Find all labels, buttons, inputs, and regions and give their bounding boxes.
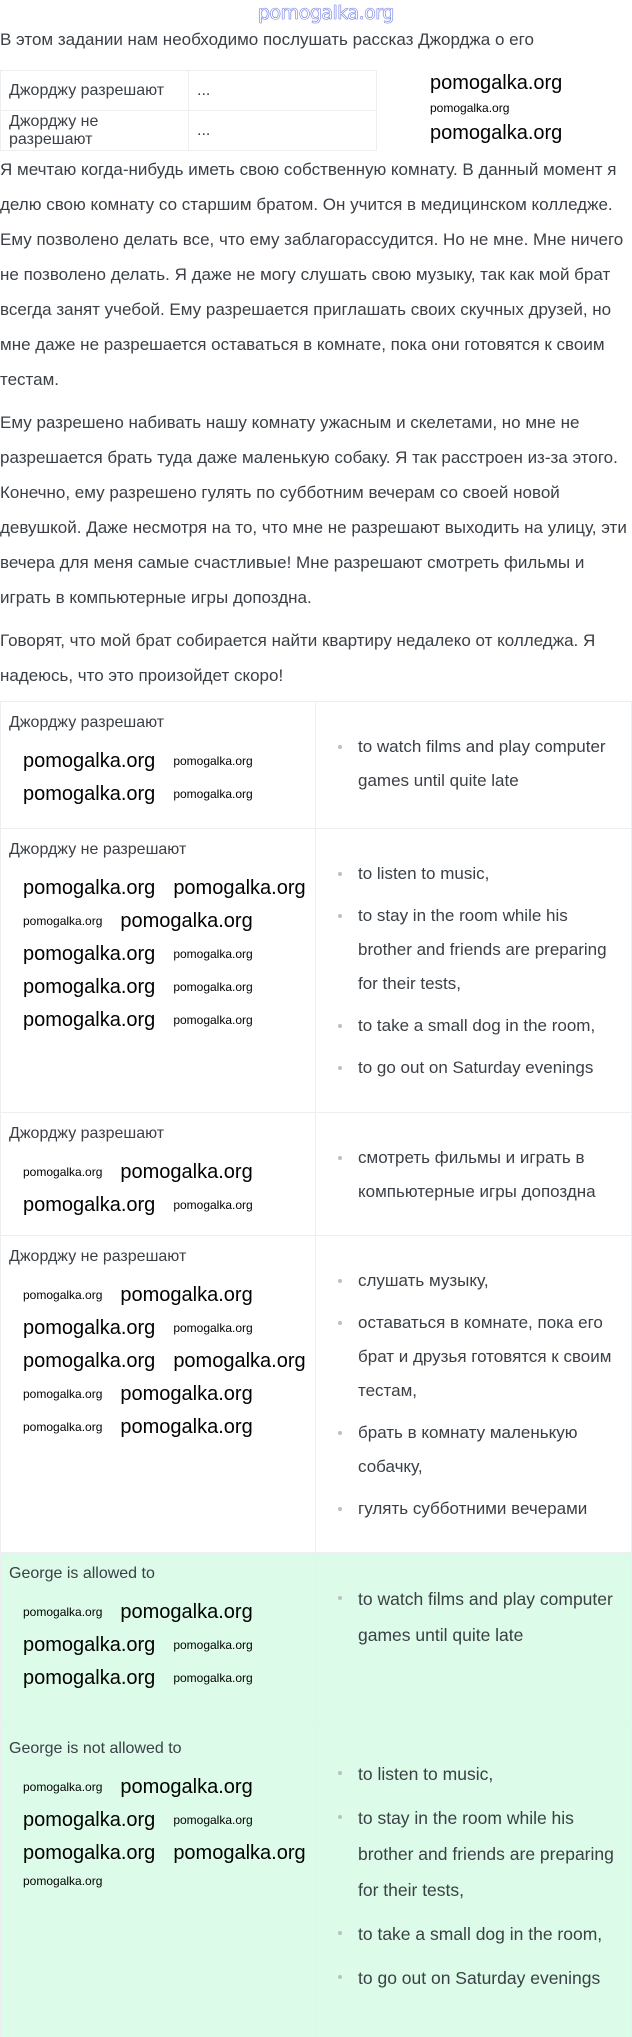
table-row	[0, 701, 632, 828]
watermark: pomogalka.org	[430, 72, 563, 94]
watermark: pomogalka.org	[23, 1317, 156, 1339]
list-item: to stay in the room while his brother and friends are preparing for their tests,	[330, 1800, 623, 1908]
list-item: to watch films and play computer games until quite late	[330, 1581, 623, 1653]
watermark: pomogalka.org	[23, 877, 156, 899]
watermark: pomogalka.org	[120, 1284, 253, 1306]
row-label: Джорджу разрешают	[1, 71, 189, 111]
watermark-group	[9, 1776, 307, 1889]
watermark: pomogalka.org	[23, 1194, 156, 1216]
row-label: Джорджу не разрешают	[9, 841, 187, 858]
watermark-group	[9, 750, 307, 806]
watermark: pomogalka.org	[23, 1779, 103, 1794]
list-item: оставаться в комнате, пока его брат и друзья готовятся к своим тестам,	[330, 1306, 623, 1408]
watermark: pomogalka.org	[173, 946, 253, 961]
list-item: брать в комнату маленькую собачку,	[330, 1416, 623, 1484]
watermark: pomogalka.org	[120, 1601, 253, 1623]
row-label-cell	[0, 702, 316, 828]
watermark: pomogalka.org	[173, 786, 253, 801]
watermark: pomogalka.org	[173, 979, 253, 994]
watermark-group	[9, 1284, 307, 1439]
watermark-group	[9, 1161, 307, 1217]
watermark: pomogalka.org	[120, 1383, 253, 1405]
watermark: pomogalka.org	[23, 1164, 103, 1179]
watermark: pomogalka.org	[23, 1667, 156, 1689]
row-label-cell	[0, 829, 316, 1112]
watermark: pomogalka.org	[23, 750, 156, 772]
watermark: pomogalka.org	[23, 943, 156, 965]
paragraph: Я мечтаю когда-нибудь иметь свою собственную комнату. В данный момент я делю свою комнату со старшим братом. Он учится в медицинском колледже. Ему позволено делать все, что ему заблагорассудится. Но не мне. Мне ничего не позволено делать. Я даже не могу слушать свою музыку, так как мой брат всегда занят учебой. Ему разрешается приглашать своих скучных друзей, но мне даже не разрешается оставаться в комнате, пока они готовятся к своим тестам.	[0, 160, 624, 389]
watermark: pomogalka.org	[23, 1842, 156, 1864]
watermark: pomogalka.org	[23, 1809, 156, 1831]
row-label: Джорджу разрешают	[9, 1125, 165, 1142]
intro-text: В этом задании нам необходимо послушать рассказ Джорджа о его	[0, 30, 534, 49]
watermark: pomogalka.org	[173, 1350, 306, 1372]
watermark: pomogalka.org	[23, 1604, 103, 1619]
watermark: pomogalka.org	[23, 1419, 103, 1434]
row-label-cell	[0, 1236, 316, 1552]
page-content	[0, 30, 632, 2037]
row-label: Джорджу разрешают	[9, 714, 165, 731]
watermark: pomogalka.org	[23, 1634, 156, 1656]
list-item: слушать музыку,	[330, 1264, 623, 1298]
watermark: pomogalka.org	[173, 753, 253, 768]
table-row	[0, 1112, 632, 1235]
row-items	[316, 1728, 632, 2037]
table-row	[0, 1727, 632, 2037]
watermark: pomogalka.org	[23, 913, 103, 928]
list-item: to take a small dog in the room,	[330, 1009, 623, 1043]
row-items	[316, 829, 632, 1112]
watermark: pomogalka.org	[173, 877, 306, 899]
site-logo[interactable]: pomogalka.org	[258, 2, 394, 24]
watermark: pomogalka.org	[173, 1197, 253, 1212]
list-item: to listen to music,	[330, 1756, 623, 1792]
row-items	[316, 702, 632, 828]
row-label: Джорджу не разрешают	[1, 111, 189, 151]
list-item: to take a small dog in the room,	[330, 1916, 623, 1952]
row-items	[316, 1236, 632, 1552]
row-label-cell	[0, 1553, 316, 1727]
watermark-group	[9, 1601, 307, 1690]
watermark: pomogalka.org	[173, 1012, 253, 1027]
row-value: ...	[189, 71, 377, 111]
table-row	[0, 828, 632, 1112]
table-row	[1, 111, 377, 151]
list-item: to stay in the room while his brother and friends are preparing for their tests,	[330, 899, 623, 1001]
watermark: pomogalka.org	[430, 122, 563, 144]
watermark: pomogalka.org	[120, 910, 253, 932]
list-item: to watch films and play computer games until quite late	[330, 730, 623, 798]
row-value: ...	[189, 111, 377, 151]
watermark: pomogalka.org	[173, 1842, 306, 1864]
watermark: pomogalka.org	[173, 1320, 253, 1335]
list-item: to go out on Saturday evenings	[330, 1051, 623, 1085]
watermark: pomogalka.org	[23, 976, 156, 998]
watermark: pomogalka.org	[23, 1287, 103, 1302]
blank-table	[0, 70, 377, 151]
watermark: pomogalka.org	[120, 1776, 253, 1798]
row-label-cell	[0, 1113, 316, 1235]
row-label: Джорджу не разрешают	[9, 1248, 187, 1265]
list-item: to go out on Saturday evenings	[330, 1960, 623, 1996]
watermark-group	[9, 877, 307, 1032]
paragraph: Говорят, что мой брат собирается найти квартиру недалеко от колледжа. Я надеюсь, что это произойдет скоро!	[0, 631, 596, 685]
row-label-cell	[0, 1728, 316, 2037]
answer-table	[0, 701, 632, 2037]
table-row	[1, 71, 377, 111]
watermark: pomogalka.org	[120, 1161, 253, 1183]
watermark: pomogalka.org	[23, 783, 156, 805]
watermark: pomogalka.org	[23, 1874, 103, 1888]
watermark: pomogalka.org	[430, 101, 510, 115]
row-label: George is allowed to	[9, 1565, 155, 1582]
blank-table-area	[0, 70, 632, 152]
row-label: George is not allowed to	[9, 1740, 182, 1757]
table-row	[0, 1552, 632, 1727]
table-row	[0, 1235, 632, 1552]
row-items	[316, 1553, 632, 1727]
row-items	[316, 1113, 632, 1235]
watermark: pomogalka.org	[173, 1812, 253, 1827]
watermark: pomogalka.org	[23, 1350, 156, 1372]
list-item: to listen to music,	[330, 857, 623, 891]
watermark: pomogalka.org	[173, 1637, 253, 1652]
list-item: гулять субботними вечерами	[330, 1492, 623, 1526]
watermark: pomogalka.org	[23, 1386, 103, 1401]
paragraph: Ему разрешено набивать нашу комнату ужасным и скелетами, но мне не разрешается брать туда даже маленькую собаку. Я так расстроен из-за этого. Конечно, ему разрешено гулять по субботним вечерам со своей новой девушкой. Даже несмотря на то, что мне не разрешают выходить на улицу, эти вечера для меня самые счастливые! Мне разрешают смотреть фильмы и играть в компьютерные игры допоздна.	[0, 413, 627, 607]
list-item: смотреть фильмы и играть в компьютерные игры допоздна	[330, 1141, 623, 1209]
watermark: pomogalka.org	[120, 1416, 253, 1438]
watermark: pomogalka.org	[23, 1009, 156, 1031]
watermark: pomogalka.org	[173, 1670, 253, 1685]
story-text	[0, 152, 630, 693]
